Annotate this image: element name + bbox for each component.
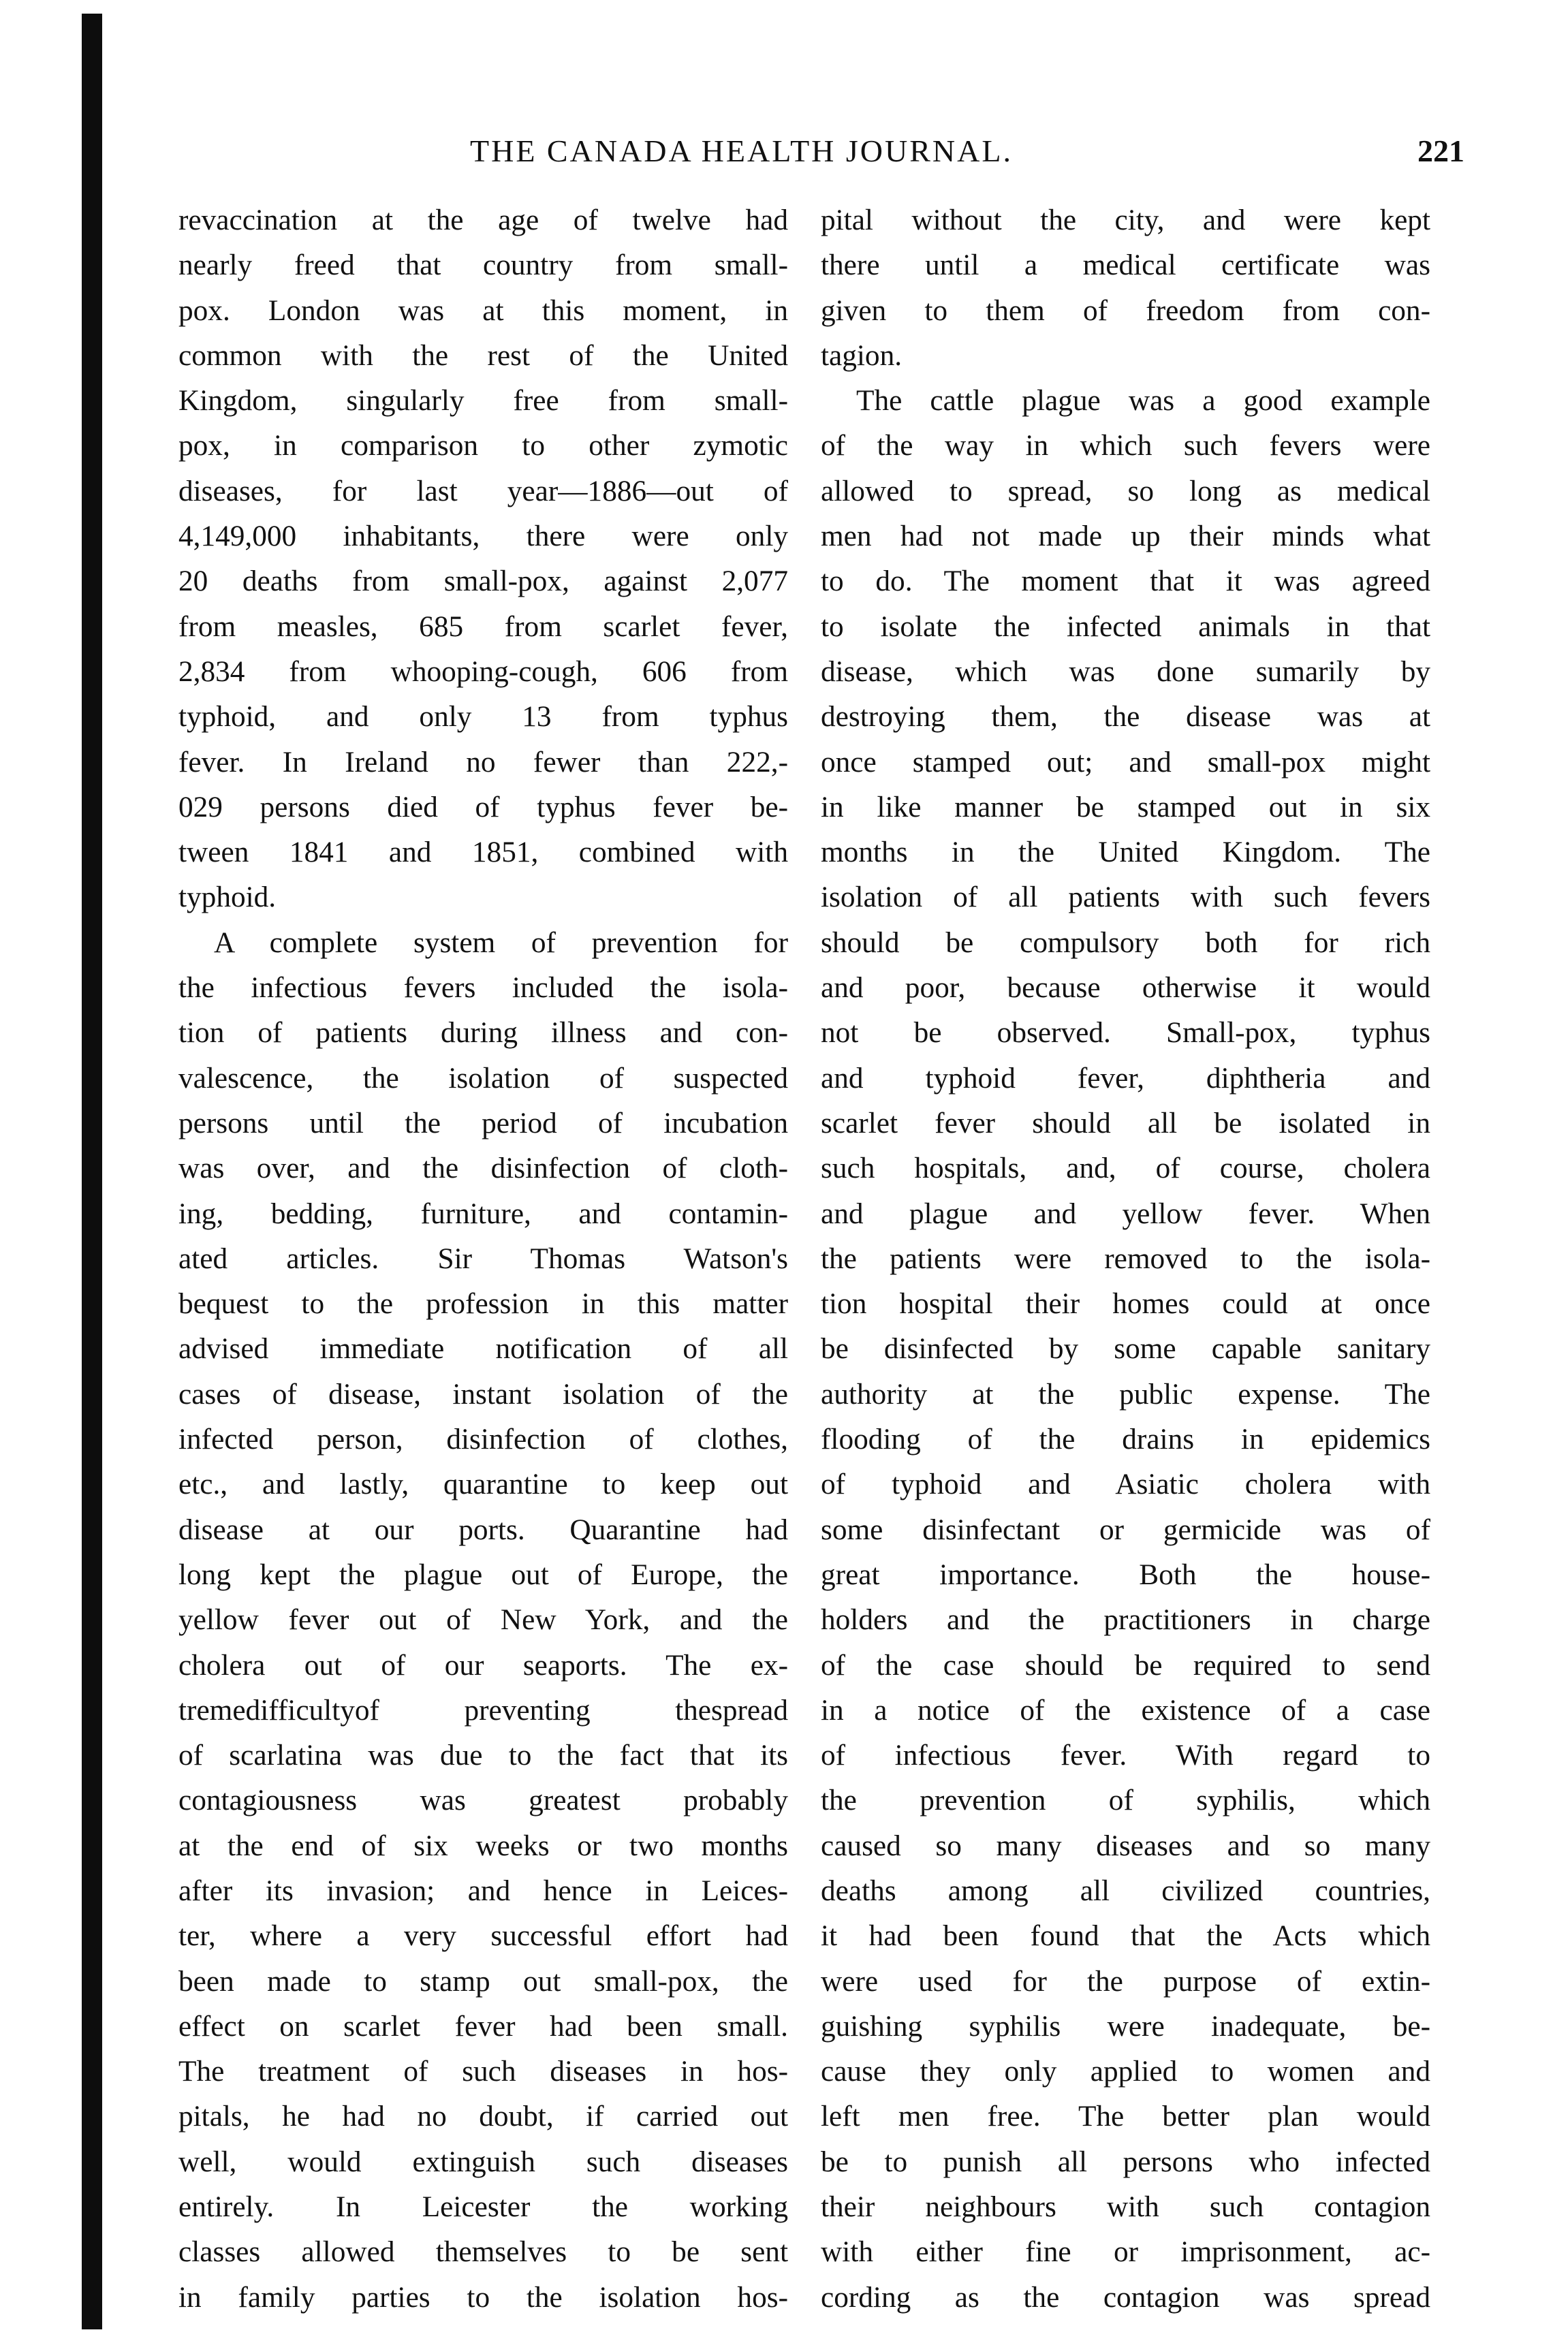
text-line: Kingdom, singularly free from small- <box>178 384 788 418</box>
text-line: be disinfected by some capable sanitary <box>821 1332 1430 1366</box>
text-line: were used for the purpose of extin- <box>821 1964 1430 1998</box>
text-line: ter, where a very successful effort had <box>178 1919 788 1953</box>
text-line: disease at our ports. Quarantine had <box>178 1513 788 1546</box>
text-line: 029 persons died of typhus fever be- <box>178 790 788 823</box>
text-line: destroying them, the disease was at <box>821 700 1430 734</box>
text-line: nearly freed that country from small- <box>178 249 788 282</box>
text-line: deaths among all civilized countries, <box>821 1874 1430 1907</box>
text-line: flooding of the drains in epidemics <box>821 1423 1430 1456</box>
text-line: be to punish all persons who infected <box>821 2145 1430 2178</box>
text-line: the infectious fevers included the isola- <box>178 971 788 1005</box>
text-line: in a notice of the existence of a case <box>821 1693 1430 1727</box>
page-header <box>177 133 1471 180</box>
text-line: caused so many diseases and so many <box>821 1829 1430 1862</box>
text-line: scarlet fever should all be isolated in <box>821 1106 1430 1139</box>
text-line: tween 1841 and 1851, combined with <box>178 836 788 869</box>
text-line: infected person, disinfection of clothes, <box>178 1423 788 1456</box>
text-line: tremedifficultyof preventing thespread <box>178 1693 788 1727</box>
text-line: authority at the public expense. The <box>821 1377 1430 1411</box>
text-line: should be compulsory both for rich <box>821 926 1430 959</box>
running-title: THE CANADA HEALTH JOURNAL. <box>470 133 1013 168</box>
text-line: of the way in which such fevers were <box>821 429 1430 462</box>
text-line: disease, which was done sumarily by <box>821 655 1430 688</box>
text-line: pox, in comparison to other zymotic <box>178 429 788 462</box>
text-line: 20 deaths from small-pox, against 2,077 <box>178 565 788 598</box>
text-line: months in the United Kingdom. The <box>821 836 1430 869</box>
text-line: of the case should be required to send <box>821 1648 1430 1682</box>
text-line: and plague and yellow fever. When <box>821 1197 1430 1230</box>
text-line: great importance. Both the house- <box>821 1558 1430 1591</box>
text-line: the patients were removed to the isola- <box>821 1242 1430 1275</box>
text-line: bequest to the profession in this matter <box>178 1287 788 1321</box>
text-line: left men free. The better plan would <box>821 2100 1430 2133</box>
text-line: well, would extinguish such diseases <box>178 2145 788 2178</box>
text-line: it had been found that the Acts which <box>821 1919 1430 1953</box>
text-line: men had not made up their minds what <box>821 520 1430 553</box>
text-line: 4,149,000 inhabitants, there were only <box>178 520 788 553</box>
text-line: been made to stamp out small-pox, the <box>178 1964 788 1998</box>
text-line: common with the rest of the United <box>178 339 788 372</box>
text-line: their neighbours with such contagion <box>821 2190 1430 2224</box>
text-line: in family parties to the isolation hos- <box>178 2280 788 2314</box>
text-line: in like manner be stamped out in six <box>821 790 1430 823</box>
page-number: 221 <box>1417 133 1464 168</box>
text-line: The treatment of such diseases in hos- <box>178 2055 788 2088</box>
text-line: of typhoid and Asiatic cholera with <box>821 1468 1430 1501</box>
text-line: of infectious fever. With regard to <box>821 1739 1430 1772</box>
text-line: tion of patients during illness and con- <box>178 1016 788 1050</box>
text-line: isolation of all patients with such fevers <box>821 881 1430 914</box>
text-line: ated articles. Sir Thomas Watson's <box>178 1242 788 1275</box>
text-line: yellow fever out of New York, and the <box>178 1603 788 1637</box>
text-line: cholera out of our seaports. The ex- <box>178 1648 788 1682</box>
text-line: to isolate the infected animals in that <box>821 610 1430 643</box>
text-line: valescence, the isolation of suspected <box>178 1061 788 1095</box>
text-line: the prevention of syphilis, which <box>821 1784 1430 1817</box>
text-line: there until a medical certificate was <box>821 249 1430 282</box>
text-line: after its invasion; and hence in Leices- <box>178 1874 788 1907</box>
text-line: cases of disease, instant isolation of the <box>178 1377 788 1411</box>
text-line: The cattle plague was a good example <box>856 384 1430 418</box>
text-line: guishing syphilis were inadequate, be- <box>821 2009 1430 2043</box>
binding-edge <box>82 14 102 2329</box>
text-line: allowed to spread, so long as medical <box>821 474 1430 507</box>
left-text-column <box>178 198 788 2320</box>
text-line: from measles, 685 from scarlet fever, <box>178 610 788 643</box>
text-line: not be observed. Small-pox, typhus <box>821 1016 1430 1050</box>
text-line: pitals, he had no doubt, if carried out <box>178 2100 788 2133</box>
text-line: pital without the city, and were kept <box>821 204 1430 236</box>
text-line: typhoid. <box>178 881 277 914</box>
text-line: fever. In Ireland no fewer than 222,- <box>178 745 788 779</box>
text-line: holders and the practitioners in charge <box>821 1603 1430 1637</box>
text-line: A complete system of prevention for <box>214 926 788 959</box>
text-line: contagiousness was greatest probably <box>178 1784 788 1817</box>
text-line: typhoid, and only 13 from typhus <box>178 700 788 734</box>
text-line: advised immediate notification of all <box>178 1332 788 1366</box>
right-text-column <box>821 198 1430 2320</box>
text-line: persons until the period of incubation <box>178 1106 788 1139</box>
text-line: ing, bedding, furniture, and contamin- <box>178 1197 788 1230</box>
text-line: some disinfectant or germicide was of <box>821 1513 1430 1546</box>
text-line: and poor, because otherwise it would <box>821 971 1430 1005</box>
text-line: tion hospital their homes could at once <box>821 1287 1430 1321</box>
text-line: tagion. <box>821 339 903 372</box>
text-line: cause they only applied to women and <box>821 2055 1430 2088</box>
text-line: with either fine or imprisonment, ac- <box>821 2235 1430 2269</box>
text-line: effect on scarlet fever had been small. <box>178 2009 788 2043</box>
text-line: was over, and the disinfection of cloth- <box>178 1152 788 1185</box>
text-line: 2,834 from whooping-cough, 606 from <box>178 655 788 688</box>
text-line: classes allowed themselves to be sent <box>178 2235 788 2269</box>
text-line: once stamped out; and small-pox might <box>821 745 1430 779</box>
text-line: and typhoid fever, diphtheria and <box>821 1061 1430 1095</box>
text-line: etc., and lastly, quarantine to keep out <box>178 1468 788 1501</box>
text-line: pox. London was at this moment, in <box>178 294 788 327</box>
text-line: of scarlatina was due to the fact that its <box>178 1739 788 1772</box>
text-line: revaccination at the age of twelve had <box>178 204 788 236</box>
text-line: long kept the plague out of Europe, the <box>178 1558 788 1591</box>
text-line: to do. The moment that it was agreed <box>821 565 1430 598</box>
text-line: such hospitals, and, of course, cholera <box>821 1152 1430 1185</box>
text-line: cording as the contagion was spread <box>821 2280 1430 2314</box>
text-line: entirely. In Leicester the working <box>178 2190 788 2224</box>
text-line: at the end of six weeks or two months <box>178 1829 788 1862</box>
text-line: given to them of freedom from con- <box>821 294 1430 327</box>
text-line: diseases, for last year—1886—out of <box>178 474 788 507</box>
